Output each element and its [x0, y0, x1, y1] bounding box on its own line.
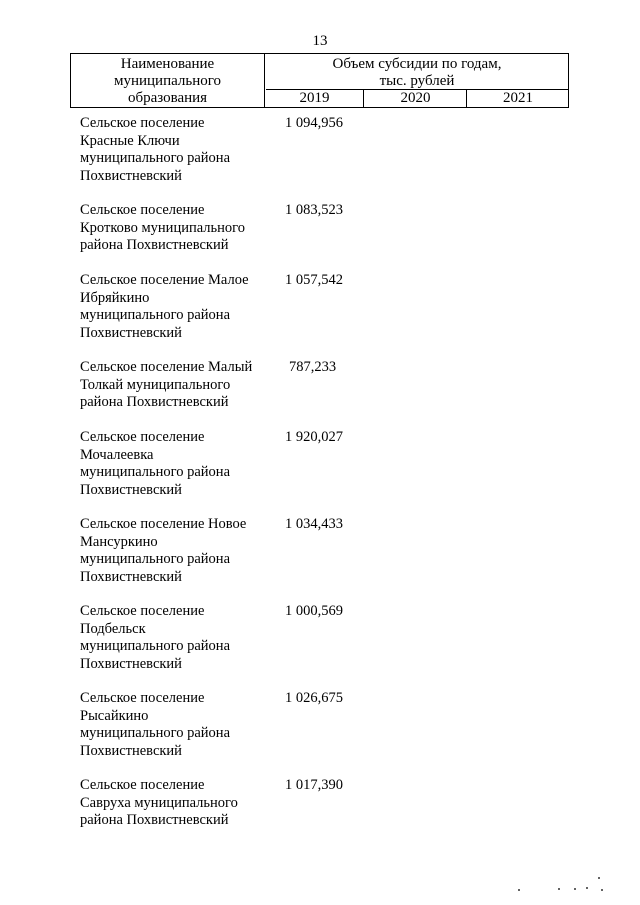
municipality-name: [80, 777, 270, 830]
municipality-name: [80, 272, 270, 342]
name-line: муниципального района: [80, 150, 230, 166]
value-2019: 1 026,675: [285, 690, 343, 706]
name-line: Сельское поселение: [80, 115, 205, 131]
name-line: муниципального района: [80, 638, 230, 654]
name-line: Красные Ключи: [80, 132, 180, 149]
name-line: Сельское поселение Малый: [80, 359, 253, 375]
name-line: муниципального района: [80, 551, 230, 567]
header-volume-line: Объем субсидии по годам,: [332, 56, 502, 72]
scan-speck: [586, 887, 588, 889]
header-year-2020: 2020: [365, 90, 467, 107]
name-line: Похвистневский: [80, 742, 182, 759]
municipality-name: [80, 603, 270, 673]
municipality-name: [80, 359, 270, 412]
name-line: района Похвистневский: [80, 237, 229, 253]
municipality-name: [80, 202, 270, 255]
table-header: [70, 53, 569, 108]
name-line: Толкай муниципального: [80, 376, 231, 393]
value-2019: 1 017,390: [285, 777, 343, 793]
scan-speck: [558, 888, 560, 890]
name-line: Савруха муниципального: [80, 794, 238, 811]
header-name-line: образования: [127, 90, 208, 106]
name-line: Сельское поселение Малое: [80, 272, 249, 288]
scan-speck: [601, 889, 603, 891]
page-number: 13: [312, 33, 328, 49]
scan-speck: [518, 889, 520, 891]
scan-speck: [574, 888, 576, 890]
name-line: Похвистневский: [80, 324, 182, 341]
municipality-name: [80, 690, 270, 760]
header-year-2021: 2021: [503, 90, 533, 106]
scan-specks: [510, 875, 620, 895]
name-line: Рысайкино: [80, 707, 149, 724]
header-name-column: [71, 54, 265, 107]
value-2019: 787,233: [289, 359, 337, 375]
header-volume-column: [266, 54, 568, 90]
header-volume-line: тыс. рублей: [379, 73, 455, 89]
value-2019: 1 034,433: [285, 516, 343, 532]
name-line: Сельское поселение: [80, 777, 205, 793]
value-2019: 1 920,027: [285, 429, 343, 445]
name-line: Подбельск: [80, 620, 146, 637]
name-line: муниципального района: [80, 307, 230, 323]
header-name-line: Наименование: [120, 56, 215, 72]
name-line: Кротково муниципального: [80, 219, 245, 236]
name-line: Сельское поселение: [80, 690, 205, 706]
name-line: Сельское поселение: [80, 429, 205, 445]
header-name-line: муниципального: [113, 73, 222, 89]
value-2019: 1 094,956: [285, 115, 343, 131]
name-line: муниципального района: [80, 464, 230, 480]
name-line: Похвистневский: [80, 481, 182, 498]
municipality-name: [80, 516, 270, 586]
header-year-2019: 2019: [266, 90, 364, 107]
municipality-name: [80, 429, 270, 499]
name-line: Ибряйкино: [80, 289, 150, 306]
name-line: Сельское поселение Новое: [80, 516, 247, 532]
name-line: Сельское поселение: [80, 202, 205, 218]
name-line: Похвистневский: [80, 655, 182, 672]
name-line: Мансуркино: [80, 533, 158, 550]
name-line: Мочалеевка: [80, 446, 154, 463]
value-2019: 1 057,542: [285, 272, 343, 288]
name-line: Похвистневский: [80, 568, 182, 585]
municipality-name: [80, 115, 270, 185]
value-2019: 1 083,523: [285, 202, 343, 218]
name-line: района Похвистневский: [80, 394, 229, 410]
name-line: района Похвистневский: [80, 812, 229, 828]
value-2019: 1 000,569: [285, 603, 343, 619]
name-line: Сельское поселение: [80, 603, 205, 619]
name-line: Похвистневский: [80, 167, 182, 184]
scan-speck: [598, 877, 600, 879]
name-line: муниципального района: [80, 725, 230, 741]
